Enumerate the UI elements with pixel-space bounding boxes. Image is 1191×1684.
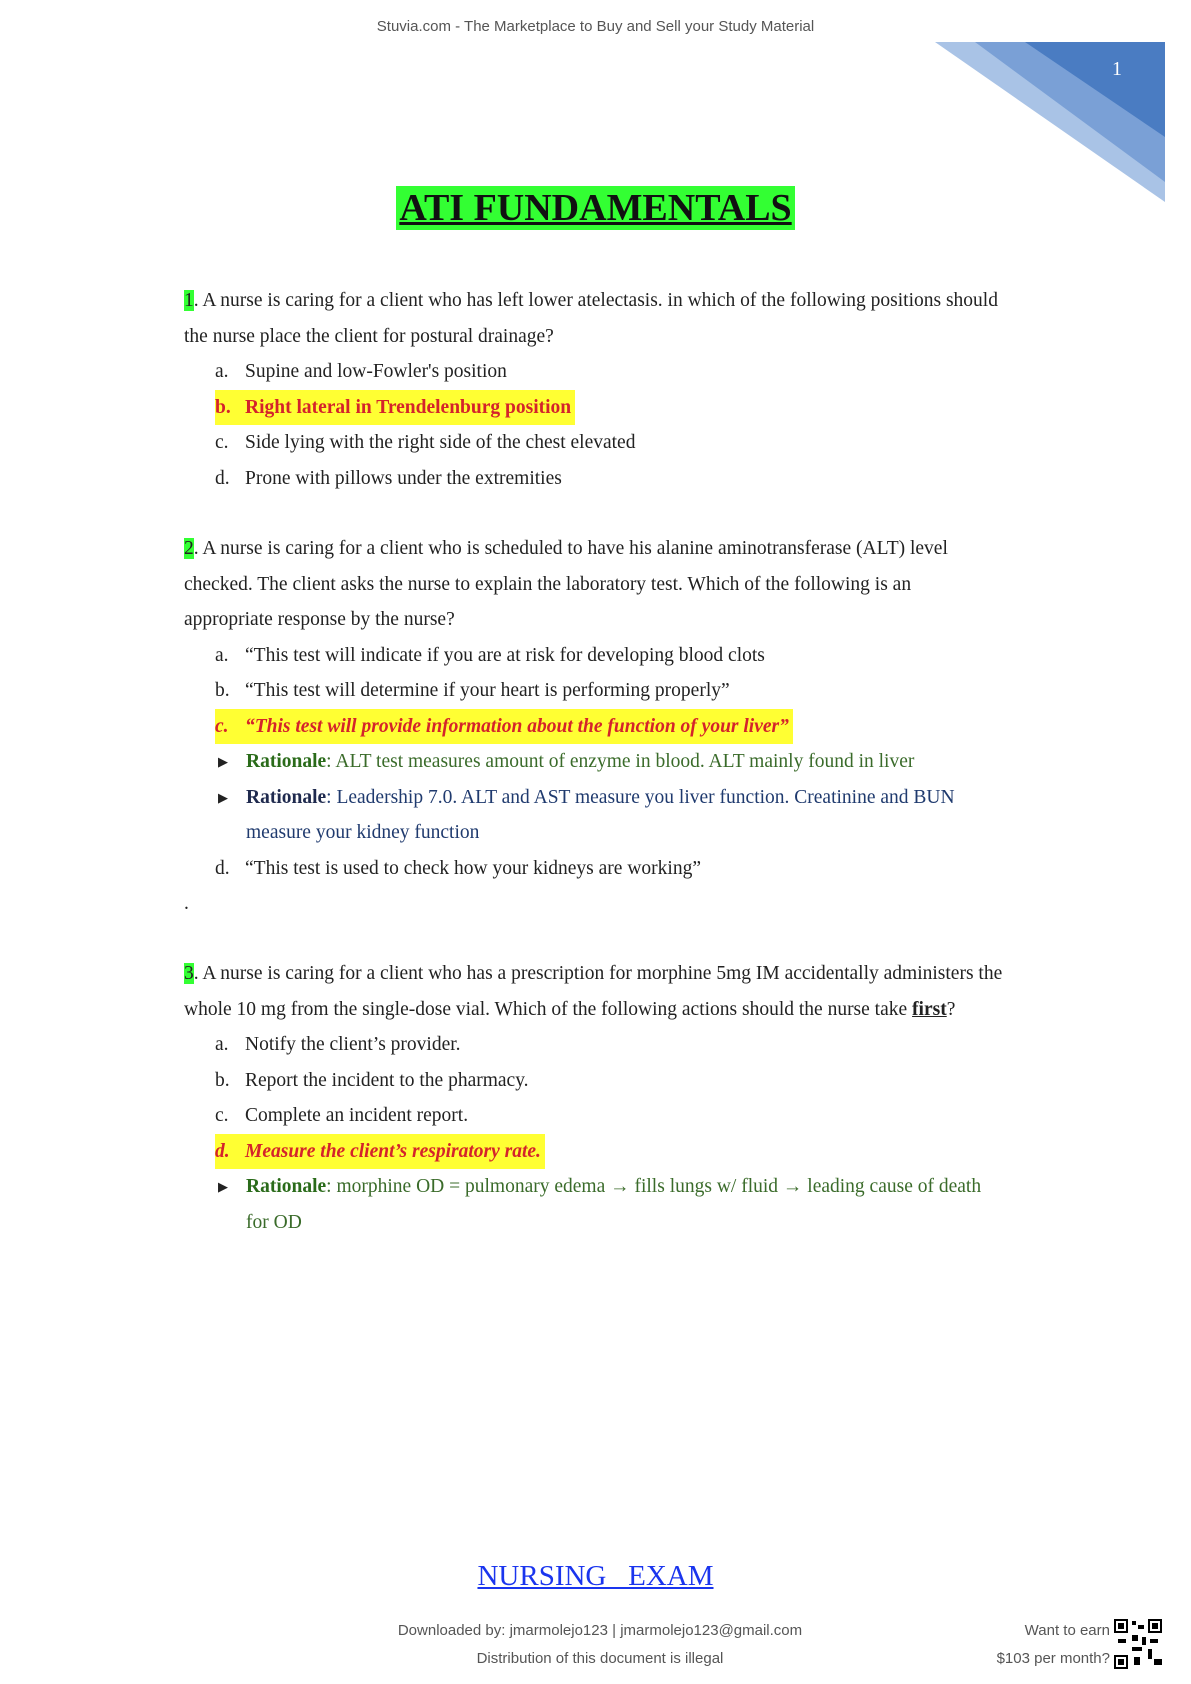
distribution-notice: Distribution of this document is illegal [476,1650,724,1667]
rationale: ▶ Rationale: morphine OD = pulmonary edema → fills lungs w/ fluid → leading cause of death for OD [218,1169,1004,1240]
document-body [184,283,1004,1240]
question-2 [184,531,1004,638]
option-correct: d. Measure the client’s respiratory rate. [215,1134,1004,1170]
emphasis-first: first [912,998,947,1020]
site-header: Stuvia.com - The Marketplace to Buy and Sell your Study Material [376,18,815,35]
triangle-bullet-icon: ▶ [218,1179,228,1194]
question-text: . A nurse is caring for a client who is scheduled to have his alanine aminotransferase (ALT) level checked. The client asks the nurse to explain the laboratory test. Which of the following is an appropriate response by the nurse? [184,538,948,630]
question-number: 3 [184,963,194,984]
nursing-exam-link[interactable]: NURSING EXAM [477,1560,714,1592]
page-number: 1 [1112,58,1122,80]
question-3: 3. A nurse is caring for a client who has a prescription for morphine 5mg IM accidentally administers the whole 10 mg from the single-dose vial. Which of the following actions should the nurse take first? [184,963,1003,1020]
rationale: ▶ Rationale: ALT test measures amount of enzyme in blood. ALT mainly found in liver [218,744,1004,780]
option-correct: b. Right lateral in Trendelenburg position [215,390,1004,426]
question-1 [184,283,1004,354]
option: d. “This test is used to check how your kidneys are working” [215,857,701,879]
corner-decoration [935,42,1165,202]
triangle-bullet-icon: ▶ [218,754,228,769]
page-title: ATI FUNDAMENTALS [396,186,794,230]
qr-code-icon[interactable] [1114,1619,1162,1669]
option: c. Complete an incident report. [215,1105,469,1126]
promo-text: Want to earn [1024,1622,1110,1639]
option: d. Prone with pillows under the extremities [215,467,562,489]
option: b. Report the incident to the pharmacy. [215,1069,529,1091]
download-info: Downloaded by: jmarmolejo123 | jmarmolejo123@gmail.com [397,1622,803,1639]
option: a. Notify the client’s provider. [215,1034,461,1055]
option: b. “This test will determine if your heart is performing properly” [215,680,730,701]
triangle-bullet-icon: ▶ [218,789,228,805]
question-number: 1 [184,290,194,311]
question-number: 2 [184,538,194,559]
rationale: ▶ Rationale: Leadership 7.0. ALT and AST measure you liver function. Creatinine and BUN measure your kidney function [218,780,1004,851]
option-correct: c. “This test will provide information about the function of your liver” [215,709,1004,745]
option: c. Side lying with the right side of the chest elevated [215,432,636,453]
option: a. “This test will indicate if you are at risk for developing blood clots [215,644,765,666]
option: a. Supine and low-Fowler's position [215,361,507,382]
promo-text: $103 per month? [996,1650,1110,1667]
question-text: . A nurse is caring for a client who has left lower atelectasis. in which of the following positions should the nurse place the client for postural drainage? [184,290,998,347]
stray-dot: . [184,893,189,914]
